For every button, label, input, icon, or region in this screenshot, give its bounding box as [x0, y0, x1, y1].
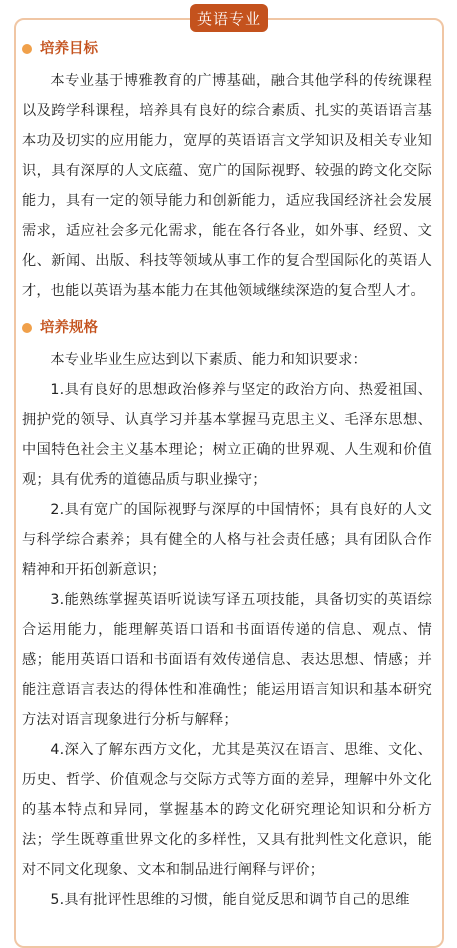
section-training-objectives [22, 40, 432, 306]
paragraph: 4.深入了解东西方文化，尤其是英汉在语言、思维、文化、历史、哲学、价值观念与交际方式等方面的差异，理解中外文化的基本特点和异同，掌握基本的跨文化研究理论知识和分析方法；学生既尊重世界文化的多样性，又具有批判性文化意识，能对不同文化现象、文本和制品进行阐释与评价； [22, 742, 432, 878]
major-title-badge: 英语专业 [190, 4, 268, 32]
paragraph: 3.能熟练掌握英语听说读写译五项技能，具备切实的英语综合运用能力，能理解英语口语和书面语传递的信息、观点、情感；能用英语口语和书面语有效传递信息、表达思想、情感；并能注意语言表达的得体性和准确性；能运用语言知识和基本研究方法对语言现象进行分析与解释； [22, 592, 432, 728]
section-training-specifications [22, 319, 432, 915]
content-area [22, 40, 432, 915]
paragraph: 本专业毕业生应达到以下素质、能力和知识要求： [50, 352, 367, 368]
paragraph: 1.具有良好的思想政治修养与坚定的政治方向、热爱祖国、拥护党的领导、认真学习并基本掌握马克思主义、毛泽东思想、中国特色社会主义基本理论；树立正确的世界观、人生观和价值观；具有优秀的道德品质与职业操守； [22, 382, 432, 488]
section-title-text: 培养规格 [40, 320, 98, 336]
bullet-dot-icon [22, 44, 32, 54]
paragraph: 2.具有宽广的国际视野与深厚的中国情怀；具有良好的人文与科学综合素养；具有健全的人格与社会责任感；具有团队合作精神和开拓创新意识； [22, 502, 432, 578]
paragraph: 5.具有批评性思维的习惯，能自觉反思和调节自己的思维 [50, 892, 410, 908]
section-title [22, 40, 432, 58]
bullet-dot-icon [22, 323, 32, 333]
paragraph: 本专业基于博雅教育的广博基础，融合其他学科的传统课程以及跨学科课程，培养具有良好的综合素质、扎实的英语语言基本功及切实的应用能力，宽厚的英语语言文学知识及相关专业知识，具有深厚的人文底蕴、宽广的国际视野、较强的跨文化交际能力，具有一定的领导能力和创新能力，适应我国经济社会发展需求，适应社会多元化需求，能在各行各业，如外事、经贸、文化、新闻、出版、科技等领域从事工作的复合型国际化的英语人才，也能以英语为基本能力在其他领域继续深造的复合型人才。 [22, 73, 432, 299]
section-title-text: 培养目标 [40, 41, 98, 57]
section-title [22, 319, 432, 337]
